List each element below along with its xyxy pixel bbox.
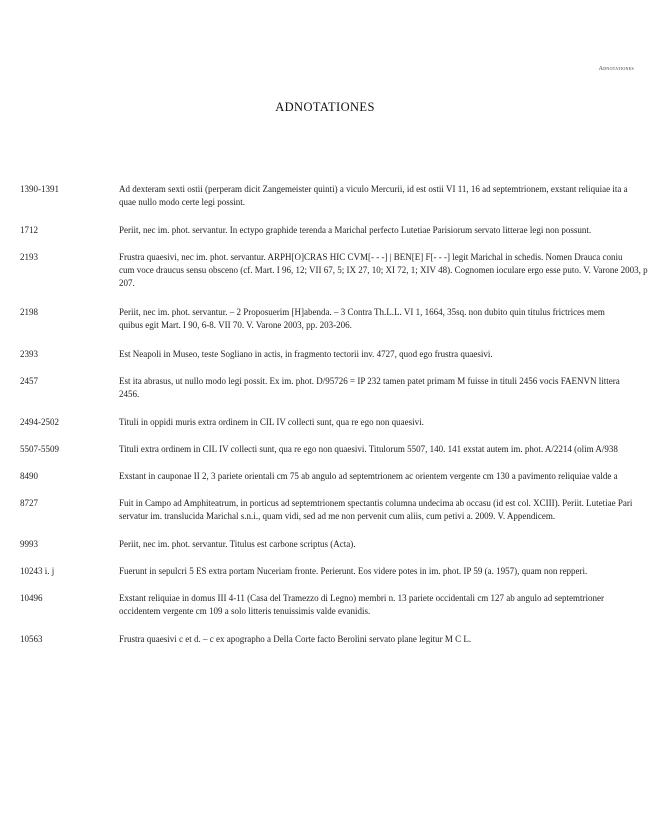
entry-text — [119, 592, 650, 618]
entry-text-line: servatur im. translucida Marichal s.n.i., quam vidi, sed ad me non pervenit cum aliis, cum petivi a. 2009. V. Appendicem. — [119, 511, 556, 521]
entry-number: 9993 — [20, 539, 38, 549]
entry-text-line: Frustra quaesivi c et d. – c ex apographo a Della Corte facto Berolini servato plane legitur M C L. — [119, 634, 472, 644]
entry-text-line: 207. — [119, 278, 135, 288]
entry-text-line: Periit, nec im. phot. servantur. In ectypo graphide terenda a Marichal perfecto Lutetiae Parisiorum servato litterae legi non possunt. — [119, 225, 592, 235]
entry-text — [119, 375, 650, 401]
entry — [20, 416, 650, 429]
entry-number: 5507-5509 — [20, 444, 59, 454]
entry-text-line: Frustra quaesivi, nec im. phot. servantur. ARPH[O]CRAS HIC CVM[- - -] | BEN[E] F[- - -] legit Marichal in schedis. Nomen Drauca coniu — [119, 252, 623, 262]
entry-text-line: Est ita abrasus, ut nullo modo legi possit. Ex im. phot. D/95726 = IP 232 tamen patet primam M fuisse in tituli 2456 vocis FAENVN littera — [119, 376, 620, 386]
entry-text — [119, 443, 650, 456]
entry — [20, 183, 650, 209]
entry-number: 2494-2502 — [20, 417, 59, 427]
entry-text-line: Periit, nec im. phot. servantur. – 2 Proposuerim [H]abenda. – 3 Contra Th.L.L. VI 1, 1664, 35sq. non dubito quin titulus frictrices mem — [119, 307, 605, 317]
entry-text-line: Exstant reliquiae in domus III 4-11 (Casa del Tramezzo di Legno) membri n. 13 pariete occidentali cm 127 ab angulo ad septemtrioner — [119, 593, 605, 603]
entry-text-line: Exstant in cauponae II 2, 3 pariete orientali cm 75 ab angulo ad septemtrionem ac orientem vergente cm 130 a pavimento reliquiae valde a — [119, 471, 618, 481]
entry-text — [119, 416, 650, 429]
entry-number: 1712 — [20, 225, 38, 235]
entry-number: 10563 — [20, 634, 43, 644]
entry-text-line: 2456. — [119, 389, 140, 399]
entry-number: 8727 — [20, 498, 38, 508]
entry-number: 2193 — [20, 252, 38, 262]
entry — [20, 251, 650, 290]
entry-number: 2198 — [20, 307, 38, 317]
entry-text — [119, 470, 650, 483]
entry-number: 10496 — [20, 593, 43, 603]
entry-text — [119, 306, 650, 332]
entry-text — [119, 251, 650, 290]
entry — [20, 224, 650, 237]
entry-number: 10243 i. j — [20, 566, 55, 576]
entry-number: 8490 — [20, 471, 38, 481]
entry-text — [119, 348, 650, 361]
entry — [20, 443, 650, 456]
entry-text-line: occidentem vergente cm 109 a solo litteris tenuissimis valde evanidis. — [119, 606, 371, 616]
entry-text-line: Periit, nec im. phot. servantur. Titulus est carbone scriptus (Acta). — [119, 539, 356, 549]
entry-text-line: quibus egit Mart. I 90, 6-8. VII 70. V. Varone 2003, pp. 203-206. — [119, 320, 352, 330]
entry-number: 2457 — [20, 376, 38, 386]
entry — [20, 592, 650, 618]
entry-text-line: Tituli extra ordinem in CIL IV collecti sunt, qua re ego non quaesivi. Titulorum 5507, 140. 141 exstat autem im. phot. A/2214 (olim A/938 — [119, 444, 618, 454]
entry-text — [119, 565, 650, 578]
entry-text-line: Fuerunt in sepulcri 5 ES extra portam Nuceriam fronte. Perierunt. Eos videre potes in im. phot. IP 59 (a. 1957), quam non repperi. — [119, 566, 588, 576]
entry — [20, 538, 650, 551]
entry — [20, 375, 650, 401]
page-title: ADNOTATIONES — [275, 100, 375, 114]
entry-text — [119, 538, 650, 551]
entry-number: 2393 — [20, 349, 38, 359]
entry — [20, 348, 650, 361]
entry-text-line: Fuit in Campo ad Amphiteatrum, in porticus ad septemtrionem spectantis columna undecima ab occasu (id est col. XCIII). Periit. Lutetiae Pari — [119, 498, 633, 508]
entry — [20, 497, 650, 523]
entry — [20, 470, 650, 483]
entry — [20, 633, 650, 646]
entry-number: 1390-1391 — [20, 184, 59, 194]
entry-text — [119, 633, 650, 646]
entry — [20, 306, 650, 332]
entry-text-line: cum voce draucus sensu obsceno (cf. Mart. I 96, 12; VII 67, 5; IX 27, 10; XI 72, 1; XIV 48). Cognomen ioculare ergo esse puto. V. Varone 2003, p — [119, 265, 648, 275]
entry-text — [119, 224, 650, 237]
running-head: Adnotationes — [598, 66, 634, 72]
entry-text-line: quae nullo modo certe legi possint. — [119, 197, 245, 207]
entry-text — [119, 183, 650, 209]
entry-text-line: Tituli in oppidi muris extra ordinem in CIL IV collecti sunt, qua re ego non quaesivi. — [119, 417, 424, 427]
entry-text-line: Ad dexteram sexti ostii (perperam dicit Zangemeister quinti) a viculo Mercurii, id est ostii VI 11, 16 ad septemtrionem, exstant reliquiae ita a — [119, 184, 628, 194]
entry-text-line: Est Neapoli in Museo, teste Sogliano in actis, in fragmento tectorii inv. 4727, quod ego frustra quaesivi. — [119, 349, 493, 359]
entry — [20, 565, 650, 578]
entry-text — [119, 497, 650, 523]
